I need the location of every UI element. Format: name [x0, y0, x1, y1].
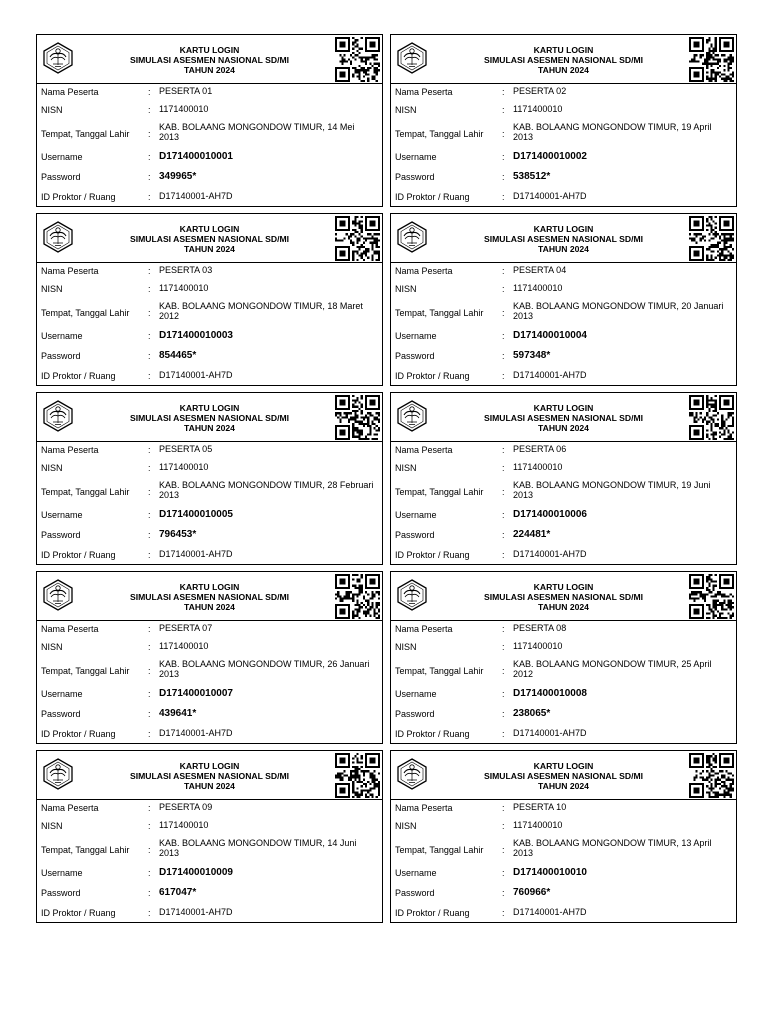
password-label: Password — [395, 351, 435, 361]
card-title-block — [431, 224, 696, 255]
separator: : — [148, 888, 151, 898]
password-label: Password — [41, 888, 81, 898]
tut-wuri-handayani-logo-icon — [41, 220, 75, 254]
password-label: Password — [41, 172, 81, 182]
nisn-label: NISN — [395, 463, 417, 473]
card-year: TAHUN 2024 — [538, 423, 589, 434]
password-label: Password — [395, 530, 435, 540]
card-header — [391, 572, 736, 621]
tut-wuri-handayani-logo-icon — [395, 578, 429, 612]
separator: : — [502, 666, 505, 676]
card-title: KARTU LOGIN — [533, 224, 594, 234]
proctor-label: ID Proktor / Ruang — [395, 371, 470, 381]
card-title: KARTU LOGIN — [533, 582, 594, 592]
separator: : — [148, 351, 151, 361]
qr-code-icon — [335, 753, 380, 798]
card-header — [37, 572, 382, 621]
birth-value: KAB. BOLAANG MONGONDOW TIMUR, 28 Februari 2013 — [159, 480, 374, 500]
nisn-value: 1171400010 — [513, 641, 563, 651]
separator: : — [148, 666, 151, 676]
username-label: Username — [395, 510, 437, 520]
separator: : — [502, 192, 505, 202]
separator: : — [148, 868, 151, 878]
nisn-value: 1171400010 — [159, 462, 209, 472]
card-year: TAHUN 2024 — [538, 781, 589, 792]
proctor-value: D17140001-AH7D — [159, 907, 233, 917]
login-card-05 — [36, 392, 383, 565]
separator: : — [148, 331, 151, 341]
login-card-06 — [390, 392, 737, 565]
card-title-block — [77, 403, 342, 434]
password-value: 439641* — [159, 708, 197, 719]
login-card-08 — [390, 571, 737, 744]
nisn-label: NISN — [395, 642, 417, 652]
name-label: Nama Peserta — [41, 87, 99, 97]
tut-wuri-handayani-logo-icon — [395, 41, 429, 75]
username-label: Username — [395, 152, 437, 162]
card-title: KARTU LOGIN — [533, 45, 594, 55]
card-title: KARTU LOGIN — [533, 761, 594, 771]
card-title-block — [431, 403, 696, 434]
qr-code-icon — [689, 216, 734, 261]
card-subtitle: SIMULASI ASESMEN NASIONAL SD/MI — [130, 771, 289, 782]
separator: : — [502, 642, 505, 652]
username-value: D171400010001 — [159, 151, 233, 162]
card-year: TAHUN 2024 — [538, 65, 589, 76]
birth-value: KAB. BOLAANG MONGONDOW TIMUR, 25 April 2012 — [513, 659, 712, 679]
tut-wuri-handayani-logo-icon — [395, 399, 429, 433]
username-label: Username — [395, 868, 437, 878]
proctor-value: D17140001-AH7D — [159, 728, 233, 738]
login-card-03 — [36, 213, 383, 386]
name-label: Nama Peserta — [41, 624, 99, 634]
nisn-value: 1171400010 — [513, 820, 563, 830]
nisn-value: 1171400010 — [159, 104, 209, 114]
username-value: D171400010008 — [513, 688, 587, 699]
birth-value: KAB. BOLAANG MONGONDOW TIMUR, 18 Maret 2012 — [159, 301, 363, 321]
password-label: Password — [41, 530, 81, 540]
tut-wuri-handayani-logo-icon — [41, 578, 75, 612]
birth-value: KAB. BOLAANG MONGONDOW TIMUR, 14 Mei 2013 — [159, 122, 355, 142]
password-label: Password — [395, 888, 435, 898]
username-value: D171400010002 — [513, 151, 587, 162]
login-card-07 — [36, 571, 383, 744]
separator: : — [148, 87, 151, 97]
separator: : — [502, 510, 505, 520]
password-value: 617047* — [159, 887, 197, 898]
nisn-value: 1171400010 — [513, 462, 563, 472]
card-year: TAHUN 2024 — [538, 244, 589, 255]
separator: : — [148, 821, 151, 831]
login-card-01 — [36, 34, 383, 207]
proctor-value: D17140001-AH7D — [159, 370, 233, 380]
proctor-label: ID Proktor / Ruang — [395, 908, 470, 918]
separator: : — [502, 709, 505, 719]
separator: : — [148, 689, 151, 699]
card-year: TAHUN 2024 — [538, 602, 589, 613]
proctor-label: ID Proktor / Ruang — [41, 550, 116, 560]
separator: : — [148, 445, 151, 455]
card-header — [37, 393, 382, 442]
nisn-value: 1171400010 — [159, 283, 209, 293]
username-value: D171400010005 — [159, 509, 233, 520]
card-subtitle: SIMULASI ASESMEN NASIONAL SD/MI — [130, 592, 289, 603]
name-label: Nama Peserta — [395, 624, 453, 634]
card-year: TAHUN 2024 — [184, 65, 235, 76]
separator: : — [148, 908, 151, 918]
qr-code-icon — [335, 574, 380, 619]
participant-name: PESERTA 07 — [159, 623, 213, 633]
username-label: Username — [395, 689, 437, 699]
login-card-02 — [390, 34, 737, 207]
nisn-value: 1171400010 — [159, 820, 209, 830]
separator: : — [502, 845, 505, 855]
card-subtitle: SIMULASI ASESMEN NASIONAL SD/MI — [484, 55, 643, 66]
separator: : — [148, 550, 151, 560]
separator: : — [148, 642, 151, 652]
separator: : — [502, 487, 505, 497]
participant-name: PESERTA 01 — [159, 86, 213, 96]
birth-value: KAB. BOLAANG MONGONDOW TIMUR, 26 Januari 2013 — [159, 659, 370, 679]
separator: : — [502, 351, 505, 361]
separator: : — [502, 821, 505, 831]
password-value: 224481* — [513, 529, 551, 540]
qr-code-icon — [335, 216, 380, 261]
qr-code-icon — [689, 37, 734, 82]
participant-name: PESERTA 09 — [159, 802, 213, 812]
separator: : — [148, 371, 151, 381]
card-title-block — [431, 582, 696, 613]
name-label: Nama Peserta — [395, 266, 453, 276]
separator: : — [502, 530, 505, 540]
password-label: Password — [395, 709, 435, 719]
proctor-label: ID Proktor / Ruang — [41, 729, 116, 739]
proctor-label: ID Proktor / Ruang — [395, 729, 470, 739]
username-value: D171400010010 — [513, 867, 587, 878]
proctor-value: D17140001-AH7D — [159, 191, 233, 201]
card-title: KARTU LOGIN — [179, 45, 240, 55]
nisn-label: NISN — [41, 642, 63, 652]
password-label: Password — [41, 351, 81, 361]
participant-name: PESERTA 10 — [513, 802, 567, 812]
name-label: Nama Peserta — [395, 803, 453, 813]
card-title-block — [77, 761, 342, 792]
username-value: D171400010004 — [513, 330, 587, 341]
separator: : — [148, 487, 151, 497]
card-subtitle: SIMULASI ASESMEN NASIONAL SD/MI — [484, 413, 643, 424]
birth-label: Tempat, Tanggal Lahir — [41, 308, 130, 318]
proctor-value: D17140001-AH7D — [513, 191, 587, 201]
birth-label: Tempat, Tanggal Lahir — [41, 487, 130, 497]
proctor-value: D17140001-AH7D — [513, 370, 587, 380]
card-header — [391, 751, 736, 800]
card-title-block — [77, 45, 342, 76]
separator: : — [148, 729, 151, 739]
nisn-label: NISN — [41, 821, 63, 831]
separator: : — [502, 105, 505, 115]
card-title: KARTU LOGIN — [179, 761, 240, 771]
birth-value: KAB. BOLAANG MONGONDOW TIMUR, 13 April 2013 — [513, 838, 712, 858]
password-value: 349965* — [159, 171, 197, 182]
separator: : — [148, 129, 151, 139]
card-subtitle: SIMULASI ASESMEN NASIONAL SD/MI — [130, 413, 289, 424]
separator: : — [502, 152, 505, 162]
separator: : — [502, 908, 505, 918]
card-title-block — [431, 761, 696, 792]
proctor-label: ID Proktor / Ruang — [41, 371, 116, 381]
card-subtitle: SIMULASI ASESMEN NASIONAL SD/MI — [484, 592, 643, 603]
separator: : — [502, 868, 505, 878]
separator: : — [502, 550, 505, 560]
separator: : — [502, 266, 505, 276]
card-year: TAHUN 2024 — [184, 244, 235, 255]
password-label: Password — [395, 172, 435, 182]
card-subtitle: SIMULASI ASESMEN NASIONAL SD/MI — [484, 234, 643, 245]
card-header — [391, 214, 736, 263]
password-value: 760966* — [513, 887, 551, 898]
name-label: Nama Peserta — [395, 445, 453, 455]
card-subtitle: SIMULASI ASESMEN NASIONAL SD/MI — [130, 55, 289, 66]
proctor-label: ID Proktor / Ruang — [41, 908, 116, 918]
birth-value: KAB. BOLAANG MONGONDOW TIMUR, 14 Juni 2013 — [159, 838, 357, 858]
birth-label: Tempat, Tanggal Lahir — [395, 845, 484, 855]
card-header — [37, 214, 382, 263]
card-title: KARTU LOGIN — [179, 582, 240, 592]
username-label: Username — [41, 689, 83, 699]
login-card-04 — [390, 213, 737, 386]
nisn-label: NISN — [41, 284, 63, 294]
separator: : — [502, 803, 505, 813]
proctor-label: ID Proktor / Ruang — [395, 550, 470, 560]
separator: : — [502, 87, 505, 97]
separator: : — [148, 308, 151, 318]
proctor-value: D17140001-AH7D — [513, 907, 587, 917]
username-value: D171400010003 — [159, 330, 233, 341]
separator: : — [502, 463, 505, 473]
separator: : — [148, 803, 151, 813]
password-value: 854465* — [159, 350, 197, 361]
birth-label: Tempat, Tanggal Lahir — [41, 845, 130, 855]
birth-label: Tempat, Tanggal Lahir — [395, 129, 484, 139]
name-label: Nama Peserta — [395, 87, 453, 97]
card-subtitle: SIMULASI ASESMEN NASIONAL SD/MI — [130, 234, 289, 245]
card-year: TAHUN 2024 — [184, 781, 235, 792]
separator: : — [502, 624, 505, 634]
username-value: D171400010006 — [513, 509, 587, 520]
separator: : — [502, 172, 505, 182]
separator: : — [148, 845, 151, 855]
username-label: Username — [41, 331, 83, 341]
separator: : — [502, 888, 505, 898]
nisn-label: NISN — [41, 105, 63, 115]
birth-label: Tempat, Tanggal Lahir — [395, 487, 484, 497]
tut-wuri-handayani-logo-icon — [41, 757, 75, 791]
birth-value: KAB. BOLAANG MONGONDOW TIMUR, 19 April 2013 — [513, 122, 712, 142]
proctor-label: ID Proktor / Ruang — [41, 192, 116, 202]
card-subtitle: SIMULASI ASESMEN NASIONAL SD/MI — [484, 771, 643, 782]
birth-label: Tempat, Tanggal Lahir — [395, 308, 484, 318]
card-year: TAHUN 2024 — [184, 602, 235, 613]
nisn-value: 1171400010 — [513, 104, 563, 114]
card-title: KARTU LOGIN — [179, 224, 240, 234]
qr-code-icon — [689, 753, 734, 798]
separator: : — [148, 266, 151, 276]
username-label: Username — [41, 510, 83, 520]
tut-wuri-handayani-logo-icon — [41, 399, 75, 433]
nisn-label: NISN — [395, 284, 417, 294]
birth-label: Tempat, Tanggal Lahir — [395, 666, 484, 676]
birth-label: Tempat, Tanggal Lahir — [41, 129, 130, 139]
separator: : — [148, 152, 151, 162]
qr-code-icon — [335, 37, 380, 82]
separator: : — [148, 709, 151, 719]
participant-name: PESERTA 05 — [159, 444, 213, 454]
nisn-label: NISN — [395, 821, 417, 831]
proctor-value: D17140001-AH7D — [159, 549, 233, 559]
username-label: Username — [41, 868, 83, 878]
password-value: 538512* — [513, 171, 551, 182]
name-label: Nama Peserta — [41, 803, 99, 813]
participant-name: PESERTA 03 — [159, 265, 213, 275]
separator: : — [502, 308, 505, 318]
birth-label: Tempat, Tanggal Lahir — [41, 666, 130, 676]
separator: : — [148, 105, 151, 115]
separator: : — [502, 284, 505, 294]
participant-name: PESERTA 02 — [513, 86, 567, 96]
login-card-09 — [36, 750, 383, 923]
separator: : — [148, 624, 151, 634]
password-label: Password — [41, 709, 81, 719]
username-label: Username — [395, 331, 437, 341]
separator: : — [148, 192, 151, 202]
qr-code-icon — [335, 395, 380, 440]
card-header — [37, 35, 382, 84]
separator: : — [502, 445, 505, 455]
name-label: Nama Peserta — [41, 266, 99, 276]
separator: : — [148, 172, 151, 182]
separator: : — [502, 729, 505, 739]
card-title-block — [77, 224, 342, 255]
qr-code-icon — [689, 395, 734, 440]
card-header — [391, 393, 736, 442]
password-value: 597348* — [513, 350, 551, 361]
nisn-value: 1171400010 — [159, 641, 209, 651]
name-label: Nama Peserta — [41, 445, 99, 455]
proctor-value: D17140001-AH7D — [513, 549, 587, 559]
birth-value: KAB. BOLAANG MONGONDOW TIMUR, 19 Juni 2013 — [513, 480, 711, 500]
card-title-block — [431, 45, 696, 76]
password-value: 238065* — [513, 708, 551, 719]
separator: : — [148, 284, 151, 294]
separator: : — [502, 689, 505, 699]
separator: : — [502, 371, 505, 381]
card-title: KARTU LOGIN — [533, 403, 594, 413]
username-value: D171400010007 — [159, 688, 233, 699]
proctor-label: ID Proktor / Ruang — [395, 192, 470, 202]
separator: : — [148, 530, 151, 540]
card-year: TAHUN 2024 — [184, 423, 235, 434]
tut-wuri-handayani-logo-icon — [395, 220, 429, 254]
login-card-10 — [390, 750, 737, 923]
username-label: Username — [41, 152, 83, 162]
participant-name: PESERTA 08 — [513, 623, 567, 633]
card-header — [37, 751, 382, 800]
participant-name: PESERTA 04 — [513, 265, 567, 275]
separator: : — [148, 463, 151, 473]
separator: : — [502, 129, 505, 139]
nisn-label: NISN — [395, 105, 417, 115]
card-title: KARTU LOGIN — [179, 403, 240, 413]
proctor-value: D17140001-AH7D — [513, 728, 587, 738]
qr-code-icon — [689, 574, 734, 619]
nisn-value: 1171400010 — [513, 283, 563, 293]
tut-wuri-handayani-logo-icon — [41, 41, 75, 75]
nisn-label: NISN — [41, 463, 63, 473]
password-value: 796453* — [159, 529, 197, 540]
participant-name: PESERTA 06 — [513, 444, 567, 454]
tut-wuri-handayani-logo-icon — [395, 757, 429, 791]
username-value: D171400010009 — [159, 867, 233, 878]
card-header — [391, 35, 736, 84]
separator: : — [502, 331, 505, 341]
birth-value: KAB. BOLAANG MONGONDOW TIMUR, 20 Januari 2013 — [513, 301, 724, 321]
separator: : — [148, 510, 151, 520]
card-title-block — [77, 582, 342, 613]
